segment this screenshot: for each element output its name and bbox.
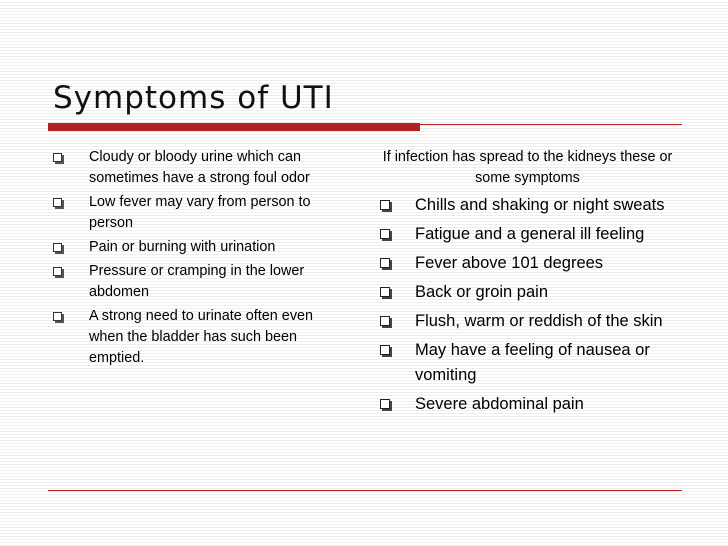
hollow-square-bullet-icon: [53, 153, 62, 162]
list-item: [53, 306, 338, 369]
list-item-text: Fever above 101 degrees: [415, 254, 604, 272]
hollow-square-bullet-icon: [380, 345, 390, 355]
list-item-text: Chills and shaking or night sweats: [415, 196, 665, 214]
footer-rule: [48, 490, 682, 491]
hollow-square-bullet-icon: [380, 200, 390, 210]
list-item-text: Low fever may vary from person to person: [89, 194, 311, 231]
list-item-text: Cloudy or bloody urine which can sometimes have a strong foul odor: [89, 149, 310, 186]
list-item: [380, 251, 680, 276]
list-item: [53, 147, 338, 189]
list-item: [380, 222, 680, 247]
title-underline-thin: [48, 124, 682, 125]
hollow-square-bullet-icon: [53, 243, 62, 252]
hollow-square-bullet-icon: [53, 312, 62, 321]
list-item-text: Pressure or cramping in the lower abdomen: [89, 263, 305, 300]
hollow-square-bullet-icon: [380, 287, 390, 297]
list-item: [53, 237, 338, 258]
list-item: [380, 392, 680, 417]
right-intro-text: If infection has spread to the kidneys these or some symptoms: [382, 149, 673, 186]
list-item-text: Severe abdominal pain: [415, 395, 584, 413]
list-item: [380, 193, 680, 218]
left-bullet-list: [53, 147, 338, 372]
hollow-square-bullet-icon: [380, 316, 390, 326]
list-item: [53, 192, 338, 234]
list-item: [380, 338, 680, 388]
list-item: [53, 261, 338, 303]
hollow-square-bullet-icon: [380, 229, 390, 239]
list-item-text: Flush, warm or reddish of the skin: [415, 312, 663, 330]
slide-title: Symptoms of UTI: [53, 80, 334, 116]
list-item-text: A strong need to urinate often even when the bladder has such been emptied.: [89, 308, 314, 366]
list-item-text: Fatigue and a general ill feeling: [415, 225, 645, 243]
list-item-text: Pain or burning with urination: [89, 239, 276, 255]
right-bullet-list: [380, 193, 680, 421]
list-item: [380, 309, 680, 334]
hollow-square-bullet-icon: [380, 399, 390, 409]
hollow-square-bullet-icon: [53, 198, 62, 207]
list-item-text: Back or groin pain: [415, 283, 548, 301]
hollow-square-bullet-icon: [380, 258, 390, 268]
list-item: [380, 280, 680, 305]
list-item-text: May have a feeling of nausea or vomiting: [415, 341, 650, 384]
hollow-square-bullet-icon: [53, 267, 62, 276]
